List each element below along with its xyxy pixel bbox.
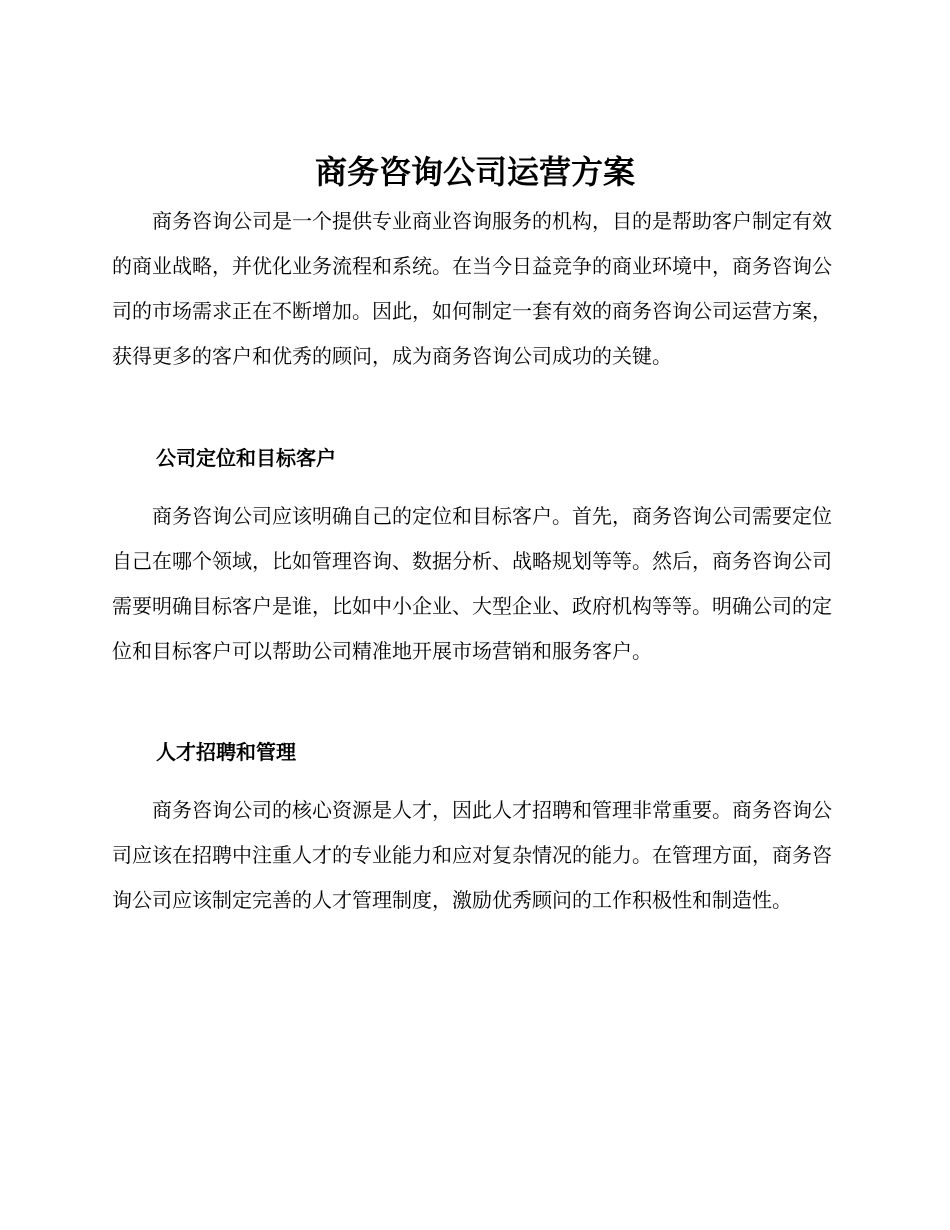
section-heading-positioning: 公司定位和目标客户: [156, 446, 336, 470]
intro-paragraph: 商务咨询公司是一个提供专业商业咨询服务的机构，目的是帮助客户制定有效的商业战略，并优化业务流程和系统。在当今日益竞争的商业环境中，商务咨询公司的市场需求正在不断增加。因此，如何制定一套有效的商务咨询公司运营方案，获得更多的客户和优秀的顾问，成为商务咨询公司成功的关键。: [112, 209, 832, 368]
section-body-talent: 商务咨询公司的核心资源是人才，因此人才招聘和管理非常重要。商务咨询公司应该在招聘中注重人才的专业能力和应对复杂情况的能力。在管理方面，商务咨询公司应该制定完善的人才管理制度，激励优秀顾问的工作积极性和制造性。: [112, 798, 832, 912]
document-title: 商务咨询公司运营方案: [314, 153, 635, 191]
section-heading-talent: 人才招聘和管理: [156, 740, 296, 764]
section-body-positioning: 商务咨询公司应该明确自己的定位和目标客户。首先，商务咨询公司需要定位自己在哪个领域，比如管理咨询、数据分析、战略规划等等。然后，商务咨询公司需要明确目标客户是谁，比如中小企业、大型企业、政府机构等等。明确公司的定位和目标客户可以帮助公司精准地开展市场营销和服务客户。: [112, 504, 832, 663]
